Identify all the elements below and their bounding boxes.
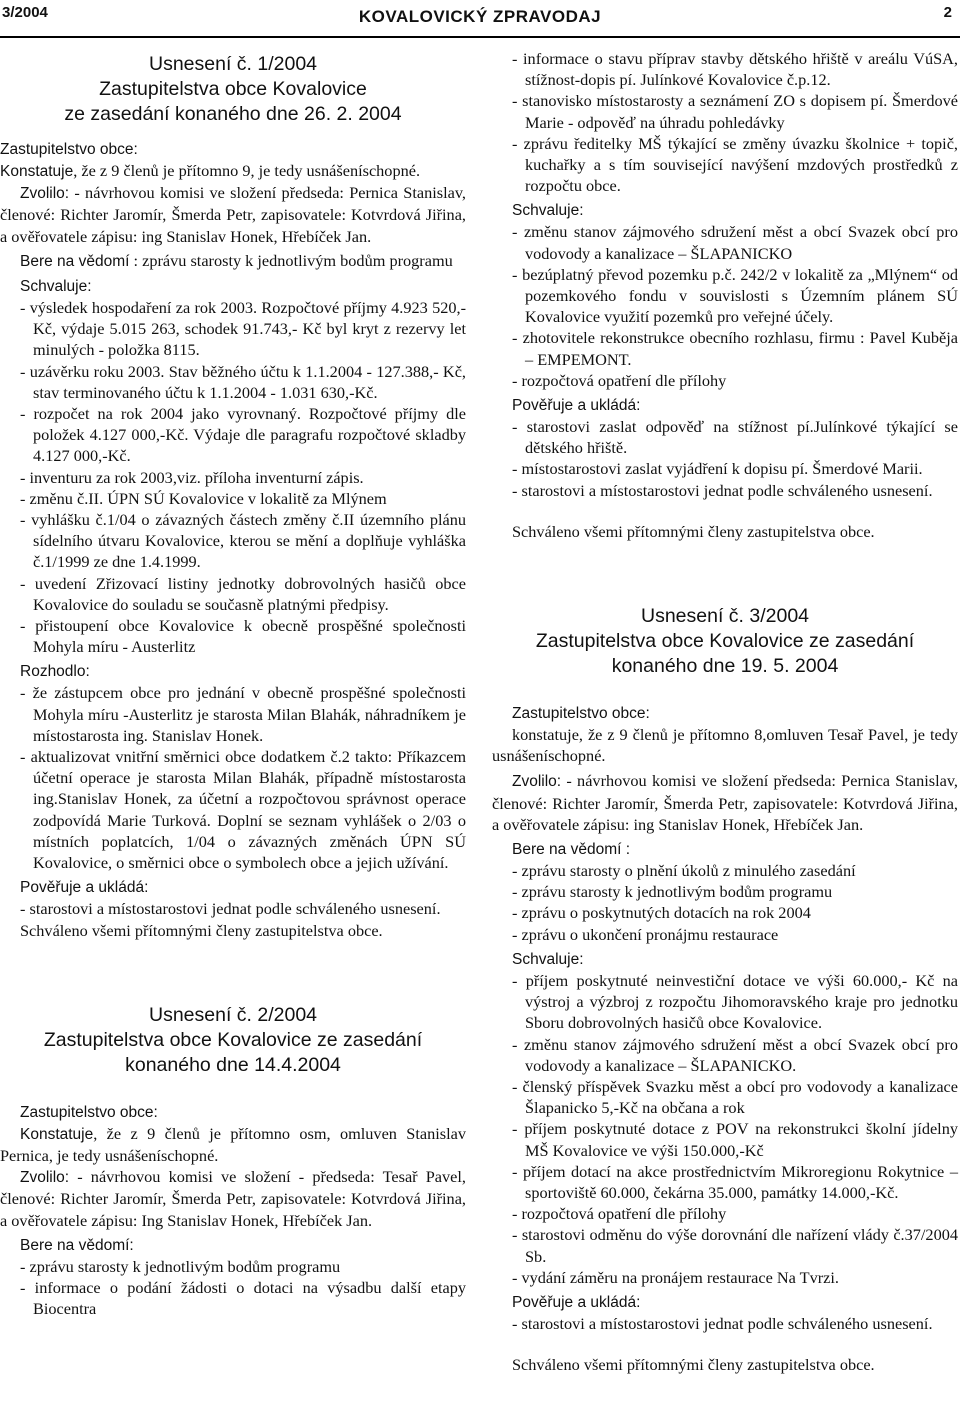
list-item: - informace o stavu příprav stavby dětského hřiště v areálu VúSA, stížnost-dopis pí. Julínkové Kovalovice č.p.12. bbox=[512, 48, 958, 90]
schvaluje-list bbox=[0, 297, 466, 657]
list-item: - inventuru za rok 2003,viz. příloha inventurní zápis. bbox=[20, 467, 466, 488]
list-item: - změnu č.II. ÚPN SÚ Kovalovice v lokalitě za Mlýnem bbox=[20, 488, 466, 509]
poveruje-label: Pověřuje a ukládá: bbox=[20, 879, 149, 897]
list-item: - uzávěrku roku 2003. Stav běžného účtu k 1.1.2004 - 127.388,- Kč, stav terminovaného účtu k 1.1.2004 - 1.031 630,-Kč. bbox=[20, 361, 466, 403]
list-item: - zprávu ředitelky MŠ týkající se změny úvazku školnice + topič, kuchařky a s tím související navýšení mzdových prostředků z rozpočtu obce. bbox=[512, 133, 958, 197]
bere-label: Bere na vědomí : bbox=[512, 841, 631, 859]
bere-paragraph: Bere na vědomí : zprávu starosty k jednotlivým bodům programu bbox=[20, 250, 453, 270]
schvaluje-list bbox=[492, 970, 958, 1288]
rozhodlo-list bbox=[0, 682, 466, 873]
list-item: - zprávu o ukončení pronájmu restaurace bbox=[512, 924, 958, 945]
resolution-1-title: Usnesení č. 1/2004 Zastupitelstva obce Kovalovice ze zasedání konaného dne 26. 2. 2004 bbox=[64, 53, 402, 125]
left-column bbox=[0, 52, 466, 1319]
list-item: - rozpočet na rok 2004 jako vyrovnaný. Rozpočtové příjmy dle položek 4.127 000,-Kč. Výdaje dle paragrafu rozpočtové skladby 4.127 000,-Kč. bbox=[20, 403, 466, 467]
closing-text: Schváleno všemi přítomnými členy zastupitelstva obce. bbox=[20, 920, 383, 940]
poveruje-label: Pověřuje a ukládá: bbox=[512, 397, 641, 415]
zvolilo-paragraph: Zvolilo: - návrhovou komisi ve složení předseda: Pernica Stanislav, členové: Richter Jaromír, Šmerda Petr, zapisovatele: Kotvrdová Jiřina, a ověřovatele zápisu: ing Stanislav Honek, Hřebíček Jan. bbox=[0, 183, 466, 246]
schvaluje-label: Schvaluje: bbox=[512, 950, 584, 968]
list-item: - informace o podání žádosti o dotaci na výsadbu další etapy Biocentra bbox=[20, 1277, 466, 1319]
poveruje-label: Pověřuje a ukládá: bbox=[512, 1293, 641, 1311]
list-item: - změnu stanov zájmového sdružení měst a obcí Svazek obcí pro vodovody a kanalizace – ŠLAPANICKO. bbox=[512, 1034, 958, 1076]
council-label: Zastupitelstvo obce: bbox=[512, 705, 650, 723]
page-header bbox=[0, 0, 960, 38]
konstatuje-paragraph: Konstatuje, že z 9 členů je přítomno osm, omluven Stanislav Pernica, je tedy usnášeníschopné. bbox=[0, 1123, 466, 1165]
list-item: - příjem dotací na akce prostřednictvím Mikroregionu Rokytnice – sportoviště 60.000, čekárna 35.000, památky 14.000,-Kč. bbox=[512, 1161, 958, 1203]
schvaluje-label: Schvaluje: bbox=[512, 202, 584, 220]
list-item: - příjem poskytnuté dotace z POV na rekonstrukci školní jídelny MŠ Kovalovice ve výši 150.000,-Kč bbox=[512, 1118, 958, 1160]
issue-number: 3/2004 bbox=[2, 4, 48, 21]
list-item: - zhotovitele rekonstrukce obecního rozhlasu, firmu : Pavel Kuběja – EMPEMONT. bbox=[512, 327, 958, 369]
bere-label: Bere na vědomí: bbox=[20, 1236, 134, 1254]
zvolilo-paragraph: Zvolilo: - návrhovou komisi ve složení předseda: Pernica Stanislav, členové: Richter Jaromír, Šmerda Petr, zapisovatele: Kotvrdová Jiřina, a ověřovatele zápisu: ing Stanislav Honek, Hřebíček Jan. bbox=[492, 771, 958, 834]
resolution-3-title: Usnesení č. 3/2004 Zastupitelstva obce Kovalovice ze zasedání konaného dne 19. 5. 2004 bbox=[535, 605, 915, 678]
schvaluje-label: Schvaluje: bbox=[20, 278, 92, 296]
page-number: 2 bbox=[943, 4, 952, 21]
list-item: - zprávu o poskytnutých dotacích na rok 2004 bbox=[512, 902, 958, 923]
konstatuje-paragraph: konstatuje, že z 9 členů je přítomno 8,omluven Tesař Pavel, je tedy usnášeníschopné. bbox=[492, 725, 958, 766]
list-item: - aktualizovat vnitřní směrnici obce dodatkem č.2 takto: Příkazcem účetní operace je starosta Milan Blahák, případně místostarosta ing.Stanislav Honek, za účetní a rozpočtovou správnost operace zodpovídá Marie Turková. Doplní se seznam vyhlášek o 2/03 o místních poplatcích, 1/04 o závazných změnách ÚPN SÚ Kovalovice, o směrnici obce o symbolech obce a jejich užívání. bbox=[20, 746, 466, 873]
list-item: - uvedení Zřizovací listiny jednotky dobrovolných hasičů obce Kovalovice do souladu se současně platnými předpisy. bbox=[20, 573, 466, 615]
list-item: - že zástupcem obce pro jednání v obecně prospěšné společnosti Mohyla míru -Austerlitz je starosta Milan Blahák, náhradníkem je místostarosta ing. Stanislav Honek. bbox=[20, 682, 466, 746]
closing-text: Schváleno všemi přítomnými členy zastupitelstva obce. bbox=[512, 1355, 875, 1375]
list-item: - zprávu starosty o plnění úkolů z minulého zasedání bbox=[512, 860, 958, 881]
resolution-2-title: Usnesení č. 2/2004 Zastupitelstva obce Kovalovice ze zasedání konaného dne 14.4.2004 bbox=[43, 1003, 423, 1076]
list-item: - starostovi a místostarostovi jednat podle schváleného usnesení. bbox=[512, 1313, 958, 1334]
konstatuje-paragraph: Konstatuje, že z 9 členů je přítomno 9, je tedy usnášeníschopné. bbox=[0, 161, 421, 180]
list-item: - změnu stanov zájmového sdružení měst a obcí Svazek obcí pro vodovody a kanalizace – ŠLAPANICKO bbox=[512, 221, 958, 263]
list-item: - zprávu starosty k jednotlivým bodům programu bbox=[512, 881, 958, 902]
poveruje-list bbox=[492, 1313, 958, 1334]
poveruje-list bbox=[0, 898, 466, 919]
bere-list bbox=[492, 860, 958, 945]
list-item: - starostovi zaslat odpověď na stížnost pí.Julínkové týkající se dětského hřiště. bbox=[512, 416, 958, 458]
list-item: - přistoupení obce Kovalovice k obecně prospěšné společnosti Mohyla míru - Austerlitz bbox=[20, 615, 466, 657]
list-item: - vyhlášku č.1/04 o závazných částech změny č.II územního plánu sídelního útvaru Kovalovice, kterou se mění a doplňuje vyhláška č.1/1999 ze dne 1.4.1999. bbox=[20, 509, 466, 573]
resolution-3 bbox=[492, 604, 958, 1375]
list-item: - výsledek hospodaření za rok 2003. Rozpočtové příjmy 4.923 520,-Kč, výdaje 5.015 263, schodek 91.743,- Kč byl kryt z rezervy let minulých - položka 8115. bbox=[20, 297, 466, 361]
resolution-2 bbox=[0, 1003, 466, 1320]
poveruje-list bbox=[492, 416, 958, 501]
list-item: - bezúplatný převod pozemku p.č. 242/2 v lokalitě za „Mlýnem“ od pozemkového fondu v souvislosti s Územním plánem SÚ Kovalovice využití pozemků pro veřejné účely. bbox=[512, 264, 958, 328]
resolution-1 bbox=[0, 52, 466, 941]
list-item: - starostovi odměnu do výše dorovnání dle nařízení vlády č.37/2004 Sb. bbox=[512, 1224, 958, 1266]
closing-text: Schváleno všemi přítomnými členy zastupitelstva obce. bbox=[512, 521, 875, 541]
list-item: - místostarostovi zaslat vyjádření k dopisu pí. Šmerdové Marii. bbox=[512, 458, 958, 479]
list-item: - rozpočtová opatření dle přílohy bbox=[512, 1203, 958, 1224]
list-item: - členský příspěvek Svazku měst a obcí pro vodovody a kanalizace Šlapanicko 5,-Kč na občana a rok bbox=[512, 1076, 958, 1118]
list-item: - vydání záměru na pronájem restaurace Na Tvrzi. bbox=[512, 1267, 958, 1288]
list-item: - starostovi a místostarostovi jednat podle schváleného usnesení. bbox=[20, 898, 466, 919]
list-item: - starostovi a místostarostovi jednat podle schváleného usnesení. bbox=[512, 480, 958, 501]
council-label: Zastupitelstvo obce: bbox=[0, 141, 138, 158]
bere-list bbox=[0, 1256, 466, 1320]
list-item: - zprávu starosty k jednotlivým bodům programu bbox=[20, 1256, 466, 1277]
newsletter-title: KOVALOVICKÝ ZPRAVODAJ bbox=[358, 7, 602, 26]
zvolilo-paragraph: Zvolilo: - návrhovou komisi ve složení - předseda: Tesař Pavel, členové: Richter Jaromír, Šmerda Petr, zapisovatele: Kotvrdová Jiřina, a ověřovatele zápisu: Ing Stanislav Honek, Hřebíček Jan. bbox=[0, 1167, 466, 1230]
schvaluje-list bbox=[492, 221, 958, 391]
right-column bbox=[492, 48, 958, 1375]
rozhodlo-label: Rozhodlo: bbox=[20, 663, 90, 681]
council-label: Zastupitelstvo obce: bbox=[20, 1103, 158, 1121]
list-item: - příjem poskytnuté neinvestiční dotace ve výši 60.000,- Kč na výstroj a výzbroj z rozpočtu Jihomoravského kraje pro jednotku Sboru dobrovolných hasičů obce Kovalovice. bbox=[512, 970, 958, 1034]
bere-list-continued bbox=[492, 48, 958, 196]
list-item: - rozpočtová opatření dle přílohy bbox=[512, 370, 958, 391]
list-item: - stanovisko místostarosty a seznámení ZO s dopisem pí. Šmerdové Marie - odpověď na úhradu pohledávky bbox=[512, 90, 958, 132]
